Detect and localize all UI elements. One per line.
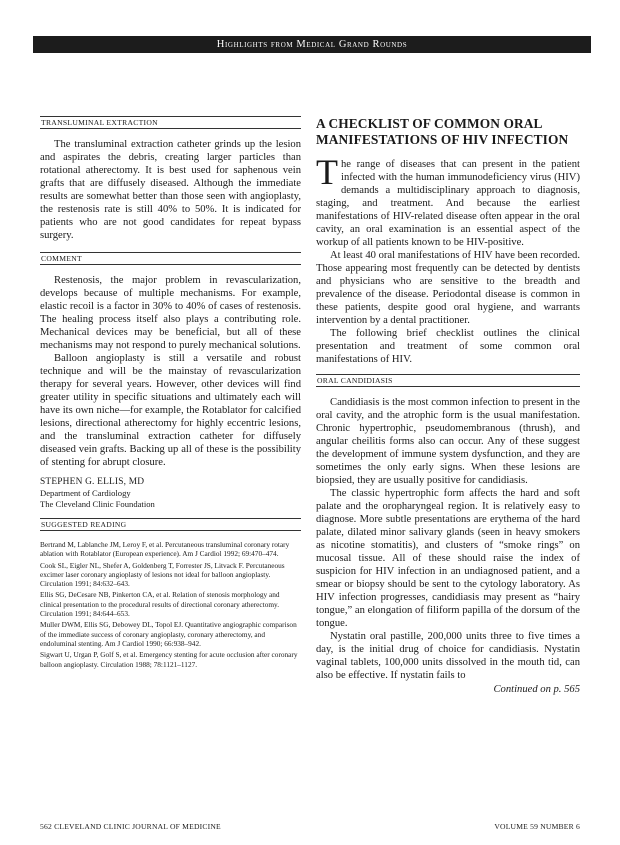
continued-note: Continued on p. 565	[493, 684, 580, 695]
footer-journal: 562 CLEVELAND CLINIC JOURNAL OF MEDICINE	[40, 822, 221, 831]
right-column	[316, 116, 580, 695]
paragraph: Balloon angioplasty is still a versatile and robust technique and will be the mainstay of revascularization therapy for several years. However, other devices will find greater utility in specific situations and ultimately each will have its own niche—for example, the Rotablator for calcified lesions, directional atherectomy for highly eccentric lesions, and the transluminal extraction catheter for diffusely diseased vein grafts. Backing up all of these is the possibility of stenting for abrupt closure.	[40, 353, 301, 468]
reference-item: Muller DWM, Ellis SG, Debowey DL, Topol EJ. Quantitative angiographic comparison of the immediate success of coronary angioplasty, coronary atherectomy, and endoluminal stenting. Am J Cardiol 1990; 66:938–942.	[40, 620, 297, 648]
reference-list	[40, 540, 301, 669]
left-column	[40, 116, 301, 671]
section-heading-oral-candidiasis: ORAL CANDIDIASIS	[316, 374, 580, 387]
intro-text: he range of diseases that can present in the patient infected with the human immunodeficiency virus (HIV) demands a multidisciplinary approach to diagnosis, staging, and treatment. And because the earliest manifestations of HIV-related disease often appear in the oral cavity, an oral examination is an essential aspect of the workup of all patients known to be HIV-positive.	[316, 159, 580, 248]
paragraph: At least 40 oral manifestations of HIV have been recorded. Those appearing most frequently can be detected by dentists and physicians who are sensitive to the breadth and prevalence of the disease. Periodontal disease is common in these patients, despite good oral hygiene, and warrants intervention by a dental practitioner.	[316, 250, 580, 326]
reference-item: Cook SL, Eigler NL, Shefer A, Goldenberg T, Forrester JS, Litvack F. Percutaneous excimer laser coronary angioplasty of lesions not ideal for balloon angioplasty. Circulation 1991; 84:632–643.	[40, 560, 285, 589]
author-department: Department of Cardiology	[40, 488, 131, 498]
article-title: A CHECKLIST OF COMMON ORAL MANIFESTATIONS OF HIV INFECTION	[316, 116, 569, 147]
paragraph: Candidiasis is the most common infection to present in the oral cavity, and the atrophic form is the usual manifestation. Chronic hypertrophic, pseudomembranous (thrush), and angular cheilitis forms also can occur. Any of these suggest the development of immune system dysfunction, and they are sometimes the only early signs. When these lesions are biopsied, they are usually positive for candidiasis.	[316, 397, 580, 486]
paragraph: The transluminal extraction catheter grinds up the lesion and aspirates the debris, creating larger particles than rotational atherectomy. It is best used for saphenous vein grafts that are diffusely diseased. Although the immediate results are somewhat better than those seen with angioplasty, the restenosis rate is still 40% to 50%. It is indicated for patients who are not good candidates for repeat bypass surgery.	[40, 139, 301, 241]
author-name: STEPHEN G. ELLIS, MD	[40, 477, 145, 487]
section-heading-suggested-reading: SUGGESTED READING	[40, 518, 301, 531]
paragraph: Restenosis, the major problem in revascularization, develops because of multiple mechanisms. For example, elastic recoil is a factor in 30% to 40% of cases of restenosis. The healing process itself also plays a contributing role. Mechanical devices may be beneficial, but all of these mechanisms may not respond to purely mechanical solutions.	[40, 275, 301, 351]
section-banner: Highlights from Medical Grand Rounds	[33, 36, 591, 53]
paragraph: The following brief checklist outlines the clinical presentation and treatment of some common oral manifestations of HIV.	[316, 328, 580, 365]
section-heading-comment: COMMENT	[40, 252, 301, 265]
reference-item: Bertrand M, Lablanche JM, Leroy F, et al. Percutaneous transluminal coronary rotary ablation with Rotablator (European experience). Am J Cardiol 1992; 69:470–474.	[40, 540, 290, 559]
section-heading-transluminal-extraction: TRANSLUMINAL EXTRACTION	[40, 116, 301, 129]
author-block	[40, 477, 301, 510]
reference-item: Sigwart U, Urgan P, Golf S, et al. Emergency stenting for acute occlusion after coronary balloon angioplasty. Circulation 1988; 78:1121–1127.	[40, 650, 298, 669]
author-institution: The Cleveland Clinic Foundation	[40, 499, 155, 509]
reference-item: Ellis SG, DeCesare NB, Pinkerton CA, et al. Relation of stenosis morphology and clinical presentation to the procedural results of directional coronary atherectomy. Circulation 1991; 84:644–653.	[40, 590, 280, 619]
paragraph: The classic hypertrophic form affects the hard and soft palate and the oropharyngeal region. It is relatively easy to diagnose. More subtle presentations are erythema of the hard palate, dilated minor salivary glands (seen in heavy smokers as nicotine stomatitis), and clusters of “smoke rings” on mucosal tissue. All of these should raise the index of suspicion for HIV infection in an undiagnosed patient, and a smear or biopsy should be sent to the cytology laboratory. As HIV infection progresses, candidiasis may present as “hairy tongue,” an elongation of filiform papilla of the dorsum of the tongue.	[316, 488, 580, 629]
drop-cap: T	[316, 152, 338, 192]
footer-volume: VOLUME 59 NUMBER 6	[494, 822, 580, 831]
paragraph: Nystatin oral pastille, 200,000 units three to five times a day, is the initial drug of choice for candidiasis. Nystatin vaginal tablets, 100,000 units dissolved in the mouth tid, can also be effective. If nystatin fails to	[316, 631, 580, 681]
intro-paragraph	[316, 152, 580, 249]
